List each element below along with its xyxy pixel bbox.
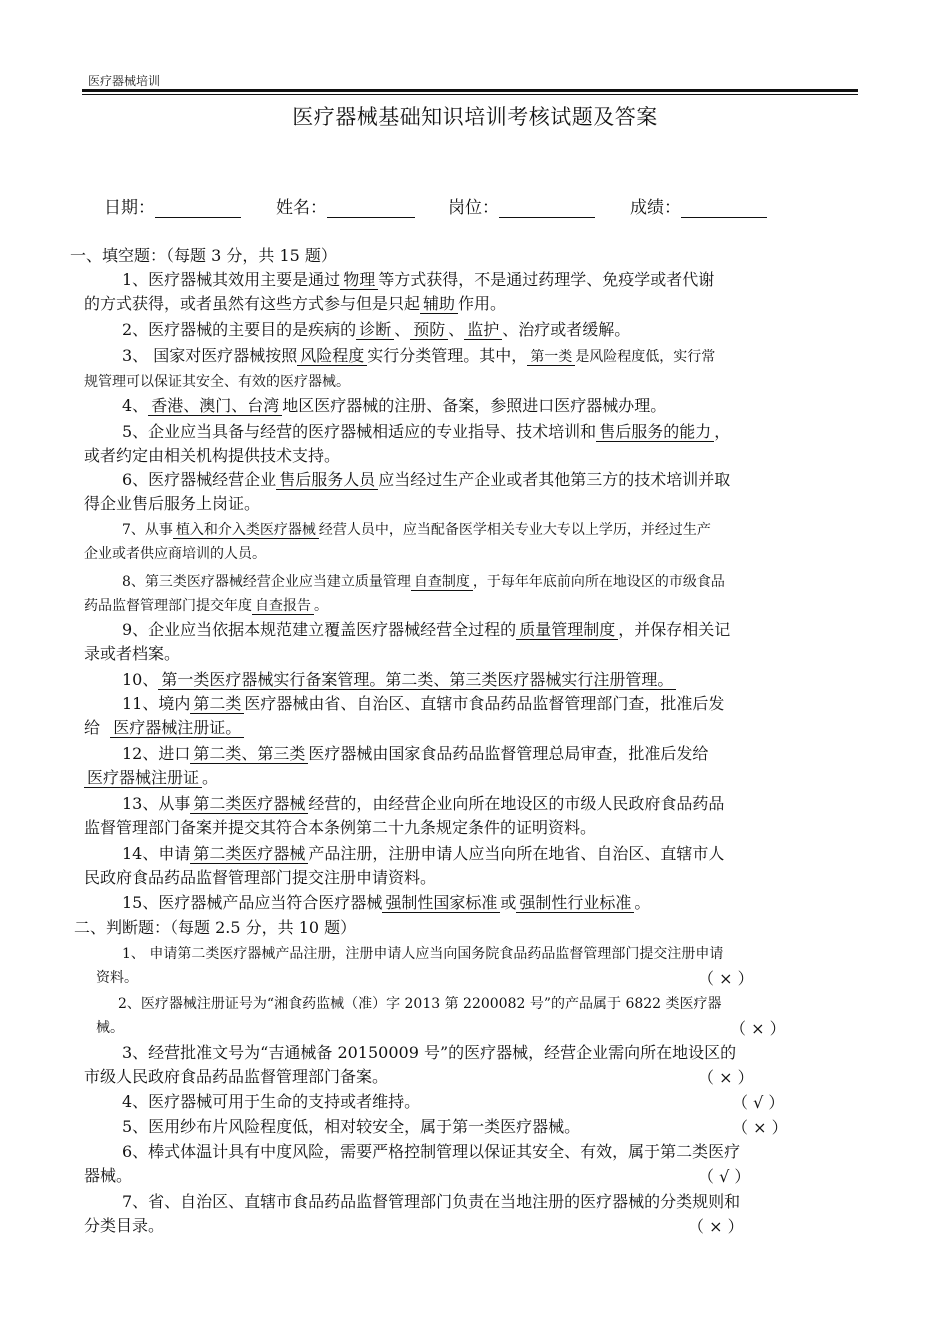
name-field [276,193,415,218]
q2-answer2: 预防 [410,320,448,340]
j1-line1: 1、 申请第二类医疗器械产品注册，注册申请人应当向国务院食品药品监督管理部门提交注册申请 [122,946,724,962]
q8-answer1: 自查制度 [411,574,473,591]
q15-answer1: 强制性国家标准 [382,893,500,913]
q13-line2: 监督管理部门备案并提交其符合本条例第二十九条规定条件的证明资料。 [84,818,597,837]
score-label: 成绩： [630,198,681,218]
q11-answer1: 第二类 [190,694,244,714]
j6-line1: 6、棒式体温计具有中度风险，需要严格控制管理以保证其安全、有效，属于第二类医疗 [122,1142,741,1161]
q2-line1: 2、医疗器械的主要目的是疾病的 诊断 、 预防 、 监护 、治疗或者缓解。 [122,320,631,339]
q3-line1: 3、 国家对医疗器械按照 风险程度 实行分类管理。其中， 第一类 是风险程度低，实行常 [122,346,716,365]
q6-line2: 得企业售后服务上岗证。 [84,494,261,513]
q15-line1: 15、医疗器械产品应当符合医疗器械 强制性国家标准 或 强制性行业标准 。 [122,893,651,912]
q7-line1: 7、从事 植入和介入类医疗器械 经营人员中，应当配备医学相关专业大专以上学历，并经过生产 [122,522,711,538]
q1-line1: 1、医疗器械其效用主要是通过 物理 等方式获得，不是通过药理学、免疫学或者代谢 [122,270,715,289]
q3-answer1: 风险程度 [297,346,367,366]
name-label: 姓名： [276,198,327,218]
name-blank[interactable] [327,198,415,218]
j6-line2: 器械。 [84,1166,133,1185]
q7-answer1: 植入和介入类医疗器械 [173,522,319,539]
j3-line2: 市级人民政府食品药品监督管理部门备案。 [84,1067,389,1086]
j3-line1: 3、经营批准文号为“吉通械备 20150009 号”的医疗器械，经营企业需向所在地设区的 [122,1043,737,1062]
page-title: 医疗器械基础知识培训考核试题及答案 [292,105,658,129]
j2-line1: 2、医疗器械注册证号为“湘食药监械（准）字 2013 第 2200082 号”的产品属于 6822 类医疗器 [118,996,722,1012]
j3-mark: （ × ） [698,1068,754,1087]
j2-mark: （ × ） [730,1019,786,1038]
j5-mark: （ × ） [732,1118,788,1137]
q11-line1: 11、境内 第二类 医疗器械由省、自治区、直辖市食品药品监督管理部门查，批准后发 [122,694,725,713]
q1-line2: 的方式获得，或者虽然有这些方式参与但是只起 辅助 作用。 [84,294,507,313]
running-header: 医疗器械培训 [88,74,161,88]
position-label: 岗位： [448,198,499,218]
j5-line1: 5、医用纱布片风险程度低，相对较安全，属于第一类医疗器械。 [122,1117,581,1136]
q9-line1: 9、企业应当依据本规范建立覆盖医疗器械经营全过程的 质量管理制度 ，并保存相关记 [122,620,731,639]
j2-line2: 械。 [96,1020,124,1036]
date-blank[interactable] [155,198,241,218]
q10-answer1: 第一类医疗器械实行备案管理。第二类、第三类医疗器械实行注册管理。 [158,670,676,690]
score-field [630,193,767,218]
j1-mark: （ × ） [698,969,754,988]
q1-answer2: 辅助 [420,294,458,314]
q4-line1: 4、 香港、澳门、台湾 地区医疗器械的注册、备案，参照进口医疗器械办理。 [122,396,667,415]
section2-heading: 二、判断题：（每题 2.5 分，共 10 题） [74,918,357,937]
q6-answer1: 售后服务人员 [276,470,378,490]
q12-line1: 12、进口 第二类、第三类 医疗器械由国家食品药品监督管理总局审查，批准后发给 [122,744,709,763]
j7-mark: （ × ） [688,1217,744,1236]
q15-answer2: 强制性行业标准 [516,893,634,913]
q14-line2: 民政府食品药品监督管理部门提交注册申请资料。 [84,868,437,887]
section1-heading: 一、填空题：（每题 3 分，共 15 题） [70,246,337,265]
q12-line2: 医疗器械注册证 。 [84,766,850,790]
header-rule-thick [82,89,858,92]
q5-line1: 5、企业应当具备与经营的医疗器械相适应的专业指导、技术培训和 售后服务的能力 ， [122,422,731,441]
position-field [448,193,595,218]
q7-line2: 企业或者供应商培训的人员。 [84,546,266,562]
q1-answer1: 物理 [340,270,378,290]
q11-answer2: 医疗器械注册证。 [110,718,244,738]
q12-answer1: 第二类、第三类 [190,744,308,764]
q13-line1: 13、从事 第二类医疗器械 经营的，由经营企业向所在地设区的市级人民政府食品药品 [122,794,725,813]
q3-answer2: 第一类 [527,349,575,366]
q3-line2: 规管理可以保证其安全、有效的医疗器械。 [84,374,350,390]
j7-line2: 分类目录。 [84,1216,165,1235]
q9-line2: 录或者档案。 [84,644,181,663]
j4-mark: （ √ ） [732,1093,785,1112]
q5-line2: 或者约定由相关机构提供技术支持。 [84,446,341,465]
j7-line1: 7、省、自治区、直辖市食品药品监督管理部门负责在当地注册的医疗器械的分类规则和 [122,1192,741,1211]
header-rule-thin [82,94,858,95]
q2-answer1: 诊断 [356,320,394,340]
q13-answer1: 第二类医疗器械 [190,794,308,814]
q8-line2: 药品监督管理部门提交年度 自查报告 。 [84,598,328,614]
q2-answer3: 监护 [464,320,502,340]
q4-answer1: 香港、澳门、台湾 [148,396,282,416]
date-label: 日期： [104,198,155,218]
q5-answer1: 售后服务的能力 [596,422,714,442]
position-blank[interactable] [499,198,595,218]
q6-line1: 6、医疗器械经营企业 售后服务人员 应当经过生产企业或者其他第三方的技术培训并取 [122,470,731,489]
date-field [104,193,241,218]
q10-line1: 10、 第一类医疗器械实行备案管理。第二类、第三类医疗器械实行注册管理。 [122,668,850,692]
score-blank[interactable] [681,198,767,218]
q8-answer2: 自查报告 [252,598,314,615]
j6-mark: （ √ ） [698,1167,751,1186]
q14-answer1: 第二类医疗器械 [190,844,308,864]
q8-line1: 8、第三类医疗器械经营企业应当建立质量管理 自查制度 ，于每年年底前向所在地设区的市级食品 [122,574,725,590]
j4-line1: 4、医疗器械可用于生命的支持或者维持。 [122,1092,421,1111]
q9-answer1: 质量管理制度 [516,620,618,640]
q14-line1: 14、申请 第二类医疗器械 产品注册，注册申请人应当向所在地省、自治区、直辖市人 [122,844,725,863]
j1-line2: 资料。 [96,970,138,986]
q11-line2: 给 医疗器械注册证。 [84,716,850,740]
q12-answer2: 医疗器械注册证 [84,768,202,788]
